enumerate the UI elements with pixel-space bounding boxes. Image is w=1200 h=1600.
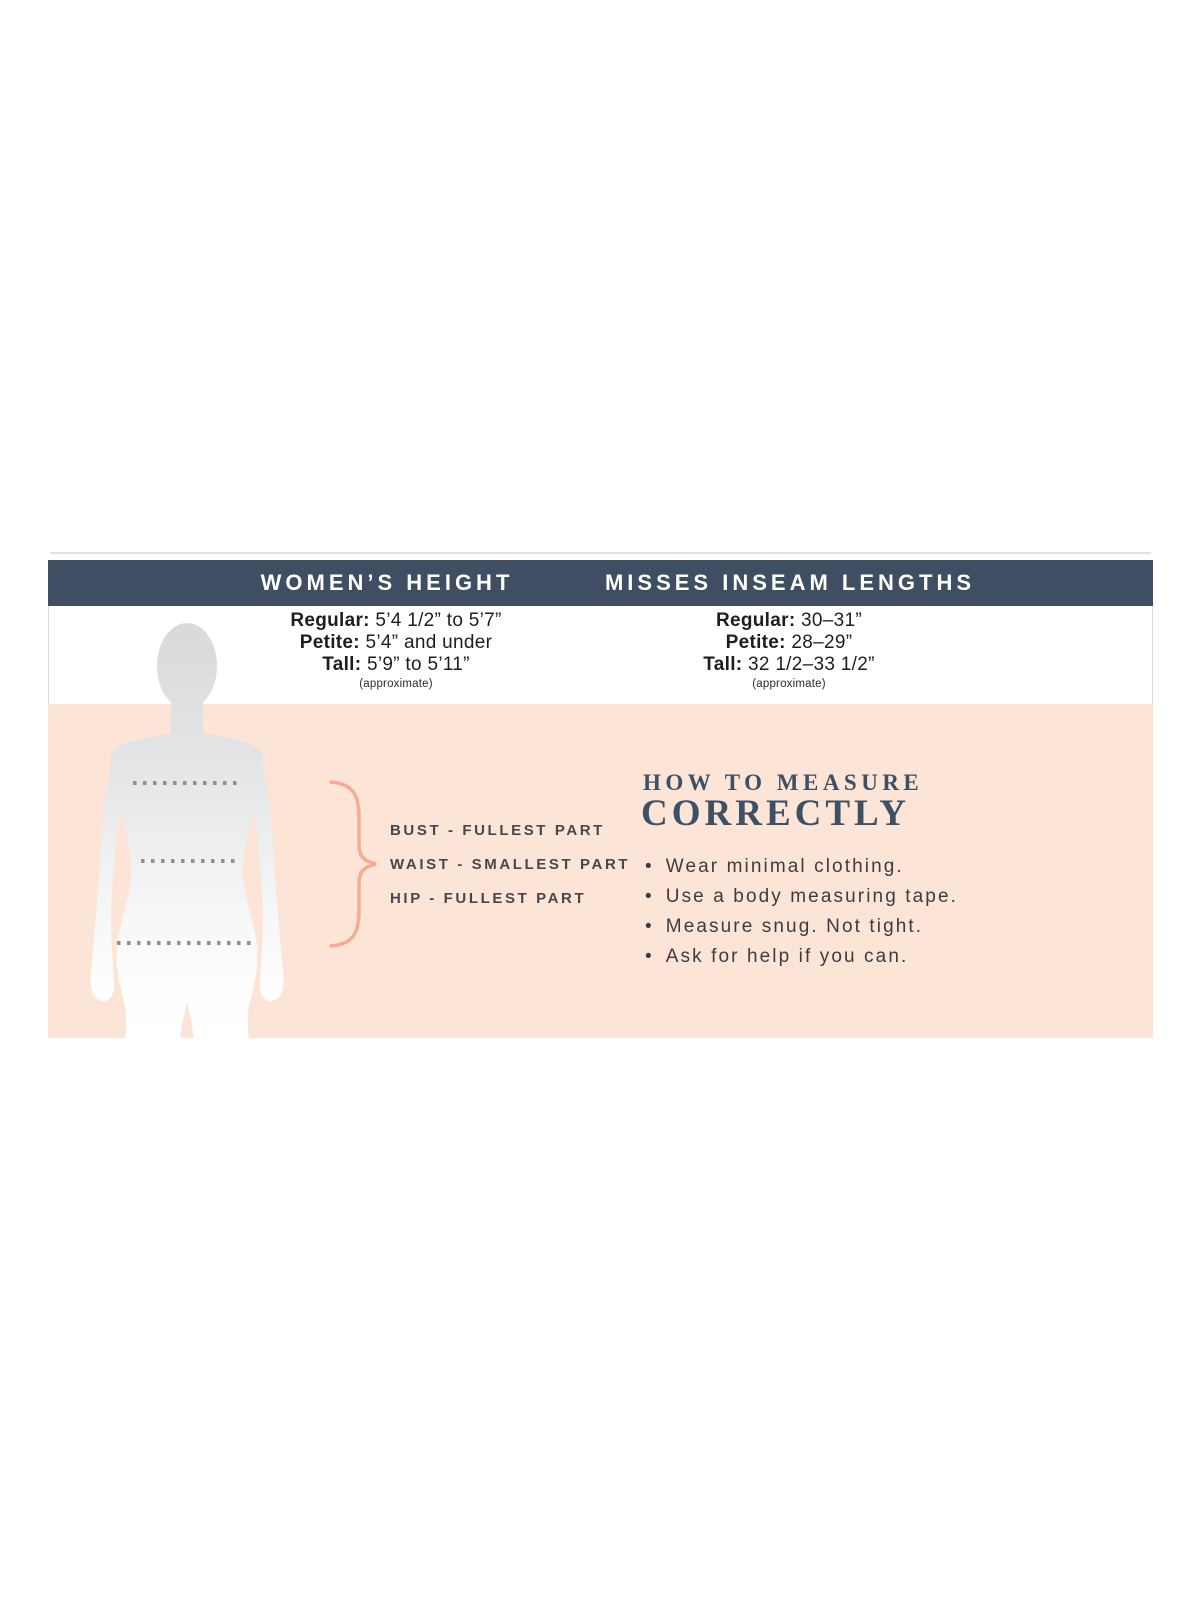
bust-dotted-line [133, 781, 243, 785]
tip-measure-snug: • Measure snug. Not tight. [645, 912, 958, 942]
misses-inseam-specs [703, 610, 875, 691]
inseam-petite-value: 28–29” [791, 632, 853, 653]
height-tall-label: Tall: [322, 654, 362, 675]
inseam-tall-label: Tall: [703, 654, 743, 675]
height-petite-row [290, 632, 501, 654]
curly-brace-icon [326, 776, 382, 952]
inseam-regular-row [703, 610, 875, 632]
waist-label: WAIST - SMALLEST PART [390, 856, 631, 873]
height-petite-label: Petite: [299, 632, 360, 653]
correctly-title: CORRECTLY [641, 793, 911, 834]
height-tall-value: 5’9” to 5’11” [366, 654, 470, 675]
womens-height-header: WOMEN’S HEIGHT [260, 570, 514, 595]
header-bar [48, 560, 1153, 606]
inseam-tall-row [703, 654, 875, 676]
waist-dotted-line [141, 859, 236, 863]
inseam-regular-label: Regular: [715, 610, 796, 631]
height-tall-row [290, 654, 501, 676]
measure-point-labels [390, 814, 630, 916]
height-regular-value: 5’4 1/2” to 5’7” [375, 610, 502, 631]
inseam-tall-value: 32 1/2–33 1/2” [748, 654, 875, 675]
female-body-silhouette-icon [75, 618, 300, 1040]
bust-label: BUST - FULLEST PART [390, 822, 605, 839]
tip-minimal-clothing: • Wear minimal clothing. [645, 852, 958, 882]
womens-height-specs [290, 610, 501, 691]
height-regular-label: Regular: [290, 610, 370, 631]
how-to-measure-title: HOW TO MEASURE [643, 770, 924, 795]
top-divider [50, 552, 1151, 554]
inseam-petite-row [703, 632, 875, 654]
how-to-measure-infographic [48, 552, 1153, 1038]
inseam-petite-label: Petite: [725, 632, 786, 653]
height-approximate-note: (approximate) [359, 678, 433, 690]
tip-measuring-tape: • Use a body measuring tape. [645, 882, 958, 912]
hip-dotted-line [117, 941, 255, 945]
inseam-approximate-note: (approximate) [752, 678, 826, 690]
tip-ask-for-help: • Ask for help if you can. [645, 942, 958, 972]
height-regular-row [290, 610, 501, 632]
measuring-tips-list [645, 852, 958, 972]
hip-label: HIP - FULLEST PART [390, 890, 587, 907]
misses-inseam-header: MISSES INSEAM LENGTHS [604, 570, 976, 595]
inseam-regular-value: 30–31” [801, 610, 863, 631]
height-petite-value: 5’4” and under [365, 632, 493, 653]
